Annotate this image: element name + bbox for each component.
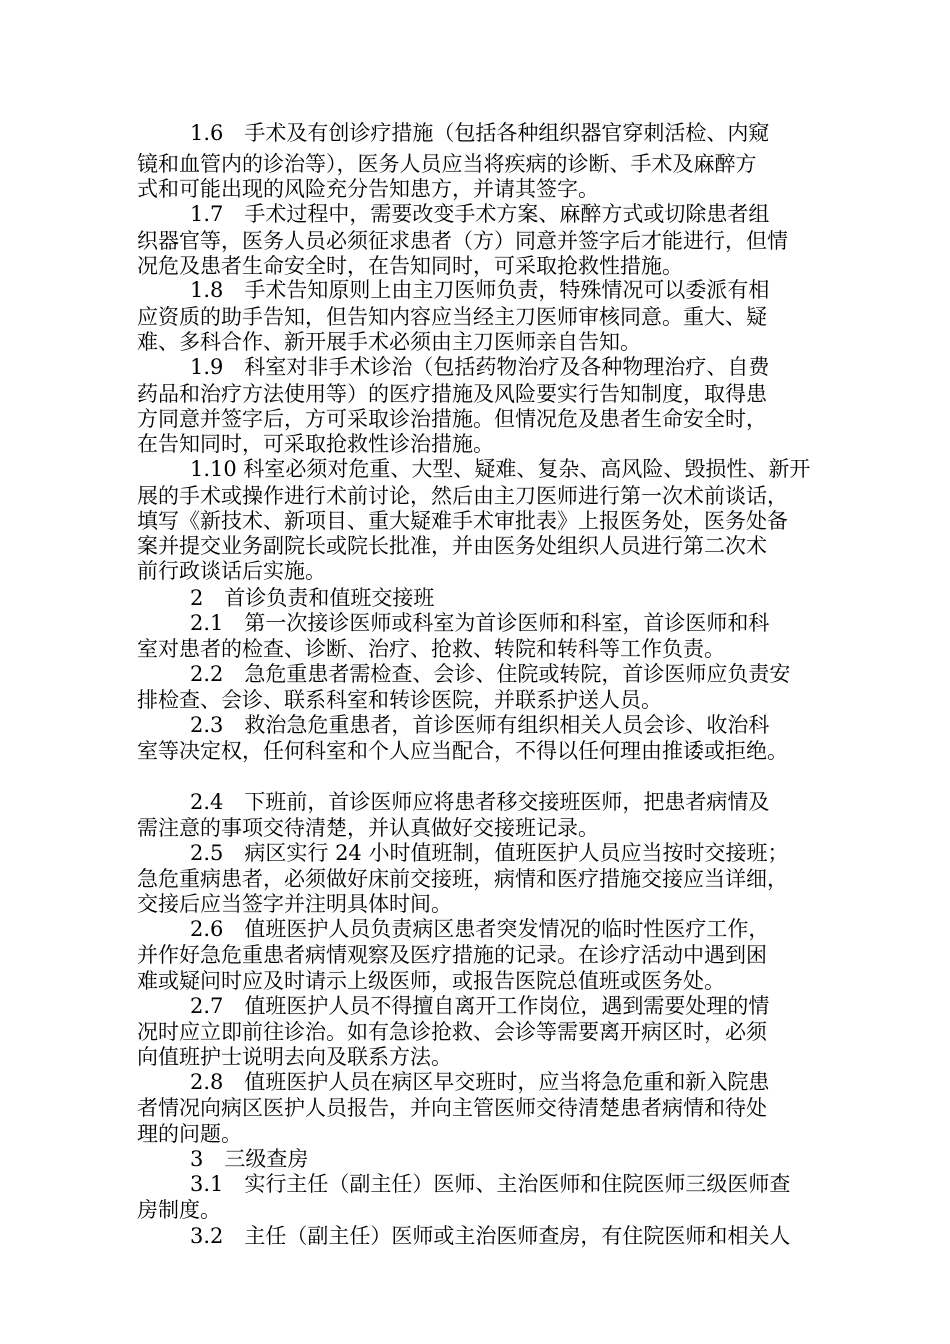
text-line: 展的手术或操作进行术前讨论，然后由主刀医师进行第一次术前谈话，: [137, 484, 788, 508]
text-line: 1.7 手术过程中，需要改变手术方案、麻醉方式或切除患者组: [190, 202, 770, 226]
text-line: 并作好急危重患者病情观察及医疗措施的记录。在诊疗活动中遇到困: [137, 943, 767, 967]
text-line: 2.8 值班医护人员在病区早交班时，应当将急危重和新入院患: [190, 1070, 770, 1094]
text-line: 难或疑问时应及时请示上级医师，或报告医院总值班或医务处。: [137, 969, 725, 993]
text-line: 需注意的事项交待清楚，并认真做好交接班记录。: [137, 816, 599, 840]
section-heading: 2 首诊负责和值班交接班: [190, 586, 435, 610]
text-line: 1.6 手术及有创诊疗措施（包括各种组织器官穿刺活检、内窥: [190, 121, 770, 145]
text-line: 室等决定权，任何科室和个人应当配合，不得以任何理由推诿或拒绝。: [137, 739, 788, 763]
text-line: 2.6 值班医护人员负责病区患者突发情况的临时性医疗工作，: [190, 917, 770, 941]
text-line: 1.9 科室对非手术诊治（包括药物治疗及各种物理治疗、自费: [190, 355, 770, 379]
text-line: 2.5 病区实行 24 小时值班制，值班医护人员应当按时交接班；: [190, 841, 789, 865]
text-line: 2.3 救治急危重患者，首诊医师有组织相关人员会诊、收治科: [190, 713, 770, 737]
text-line: 况危及患者生命安全时，在告知同时，可采取抢救性措施。: [137, 254, 683, 278]
text-line: 排检查、会诊、联系科室和转诊医院，并联系护送人员。: [137, 688, 662, 712]
text-line: 急危重病患者，必须做好床前交接班，病情和医疗措施交接应当详细，: [137, 867, 788, 891]
text-line: 在告知同时，可采取抢救性诊治措施。: [137, 432, 494, 456]
text-line: 难、多科合作、新开展手术必须由主刀医师亲自告知。: [137, 330, 641, 354]
text-line: 药品和治疗方法使用等）的医疗措施及风险要实行告知制度，取得患: [137, 382, 767, 406]
text-line: 填写《新技术、新项目、重大疑难手术审批表》上报医务处，医务处备: [137, 509, 788, 533]
section-heading: 3 三级查房: [190, 1147, 309, 1171]
text-line: 3.1 实行主任（副主任）医师、主治医师和住院医师三级医师查: [190, 1172, 791, 1196]
text-line: 者情况向病区医护人员报告，并向主管医师交待清楚患者病情和待处: [137, 1096, 767, 1120]
text-line: 式和可能出现的风险充分告知患方，并请其签字。: [137, 177, 599, 201]
text-line: 2.2 急危重患者需检查、会诊、住院或转院，首诊医师应负责安: [190, 662, 791, 686]
text-line: 房制度。: [137, 1198, 221, 1222]
text-line: 理的问题。: [137, 1122, 242, 1146]
text-line: 2.7 值班医护人员不得擅自离开工作岗位，遇到需要处理的情: [190, 994, 770, 1018]
text-line: 前行政谈话后实施。: [137, 559, 326, 583]
text-line: 织器官等，医务人员必须征求患者（方）同意并签字后才能进行，但情: [137, 229, 788, 253]
text-line: 况时应立即前往诊治。如有急诊抢救、会诊等需要离开病区时，必须: [137, 1020, 767, 1044]
text-line: 交接后应当签字并注明具体时间。: [137, 892, 452, 916]
text-line: 镜和血管内的诊治等），医务人员应当将疾病的诊断、手术及麻醉方: [137, 152, 757, 176]
text-line: 应资质的助手告知，但告知内容应当经主刀医师审核同意。重大、疑: [137, 305, 767, 329]
text-line: 1.8 手术告知原则上由主刀医师负责，特殊情况可以委派有相: [190, 278, 770, 302]
text-line: 室对患者的检查、诊断、治疗、抢救、转院和转科等工作负责。: [137, 637, 725, 661]
text-line: 2.1 第一次接诊医师或科室为首诊医师和科室，首诊医师和科: [190, 611, 770, 635]
text-line: 2.4 下班前，首诊医师应将患者移交接班医师，把患者病情及: [190, 790, 770, 814]
text-line: 方同意并签字后，方可采取诊治措施。但情况危及患者生命安全时，: [137, 407, 767, 431]
text-line: 向值班护士说明去向及联系方法。: [137, 1045, 452, 1069]
text-line: 3.2 主任（副主任）医师或主治医师查房，有住院医师和相关人: [190, 1224, 791, 1248]
text-line: 1.10 科室必须对危重、大型、疑难、复杂、高风险、毁损性、新开: [190, 457, 811, 481]
text-line: 案并提交业务副院长或院长批准，并由医务处组织人员进行第二次术: [137, 534, 767, 558]
